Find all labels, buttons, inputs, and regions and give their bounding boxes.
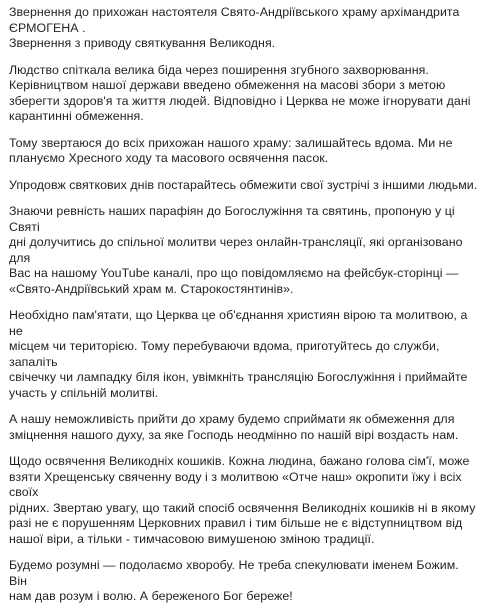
post-paragraph: Будемо розумні — подолаємо хворобу. Не треба спекулювати іменем Божим. Він нам дав розум і волю. А береженого Бог береже! [9, 558, 459, 603]
post-paragraph: Щодо освячення Великодніх кошиків. Кожна людина, бажано голова сім'ї, може взяти Хрещенську свяченну воду і з молитвою «Отче наш» окропити їжу і всіх своїх рідних. Звертаю увагу, що такий спосіб освячення Великодніх кошиків ні в якому разі не є порушенням Церковних правил і тим більше не є відступництвом від нашої віри, а тільки - тимчасовою вимушеною зміною традиції. [9, 454, 476, 546]
post-paragraph: Упродовж святкових днів постарайтесь обмежити свої зустрічі з іншими людьми. [9, 177, 478, 192]
post-paragraph: Знаючи ревність наших парафіян до Богослужіння та святинь, пропоную у ці Святі дні долучитись до спільної молитви через онлайн-трансляції, які організовано для Вас на нашому YouTube каналі, про що повідомляємо на фейсбук-сторінці — «Свято-Андріївський храм м. Старокостянтинів». [9, 204, 463, 296]
post-paragraph: Тому звертаюся до всіх прихожан нашого храму: залишайтесь вдома. Ми не плануємо Хресного ходу та масового освячення пасок. [9, 135, 453, 165]
post-paragraph: Необхідно пам'ятати, що Церква це об'єднання християн вірою та молитвою, а не місцем чи територією. Тому перебуваючи вдома, приготуйтесь до служби, запаліть свічечку чи лампадку біля ікон, увімкніть трансляцію Богослужіння і приймайте участь у спільній молитві. [9, 308, 468, 400]
post-paragraph: А нашу неможливість прийти до храму будемо сприймати як обмеження для зміцнення нашого духу, за яке Господь неодмінно по нашій вірі воздасть нам. [9, 412, 459, 442]
post-paragraph-heading: Звернення до прихожан настоятеля Свято-Андріївського храму архімандрита ЄРМОГЕНА . Звернення з приводу святкування Великодня. [9, 5, 460, 50]
post-paragraph: Людство спіткала велика біда через поширення згубного захворювання. Керівництвом нашої держави введено обмеження на масові збори з метою зберегти здоров'я та життя людей. Відповідно і Церква не може ігнорувати дані карантинні обмеження. [9, 62, 471, 123]
